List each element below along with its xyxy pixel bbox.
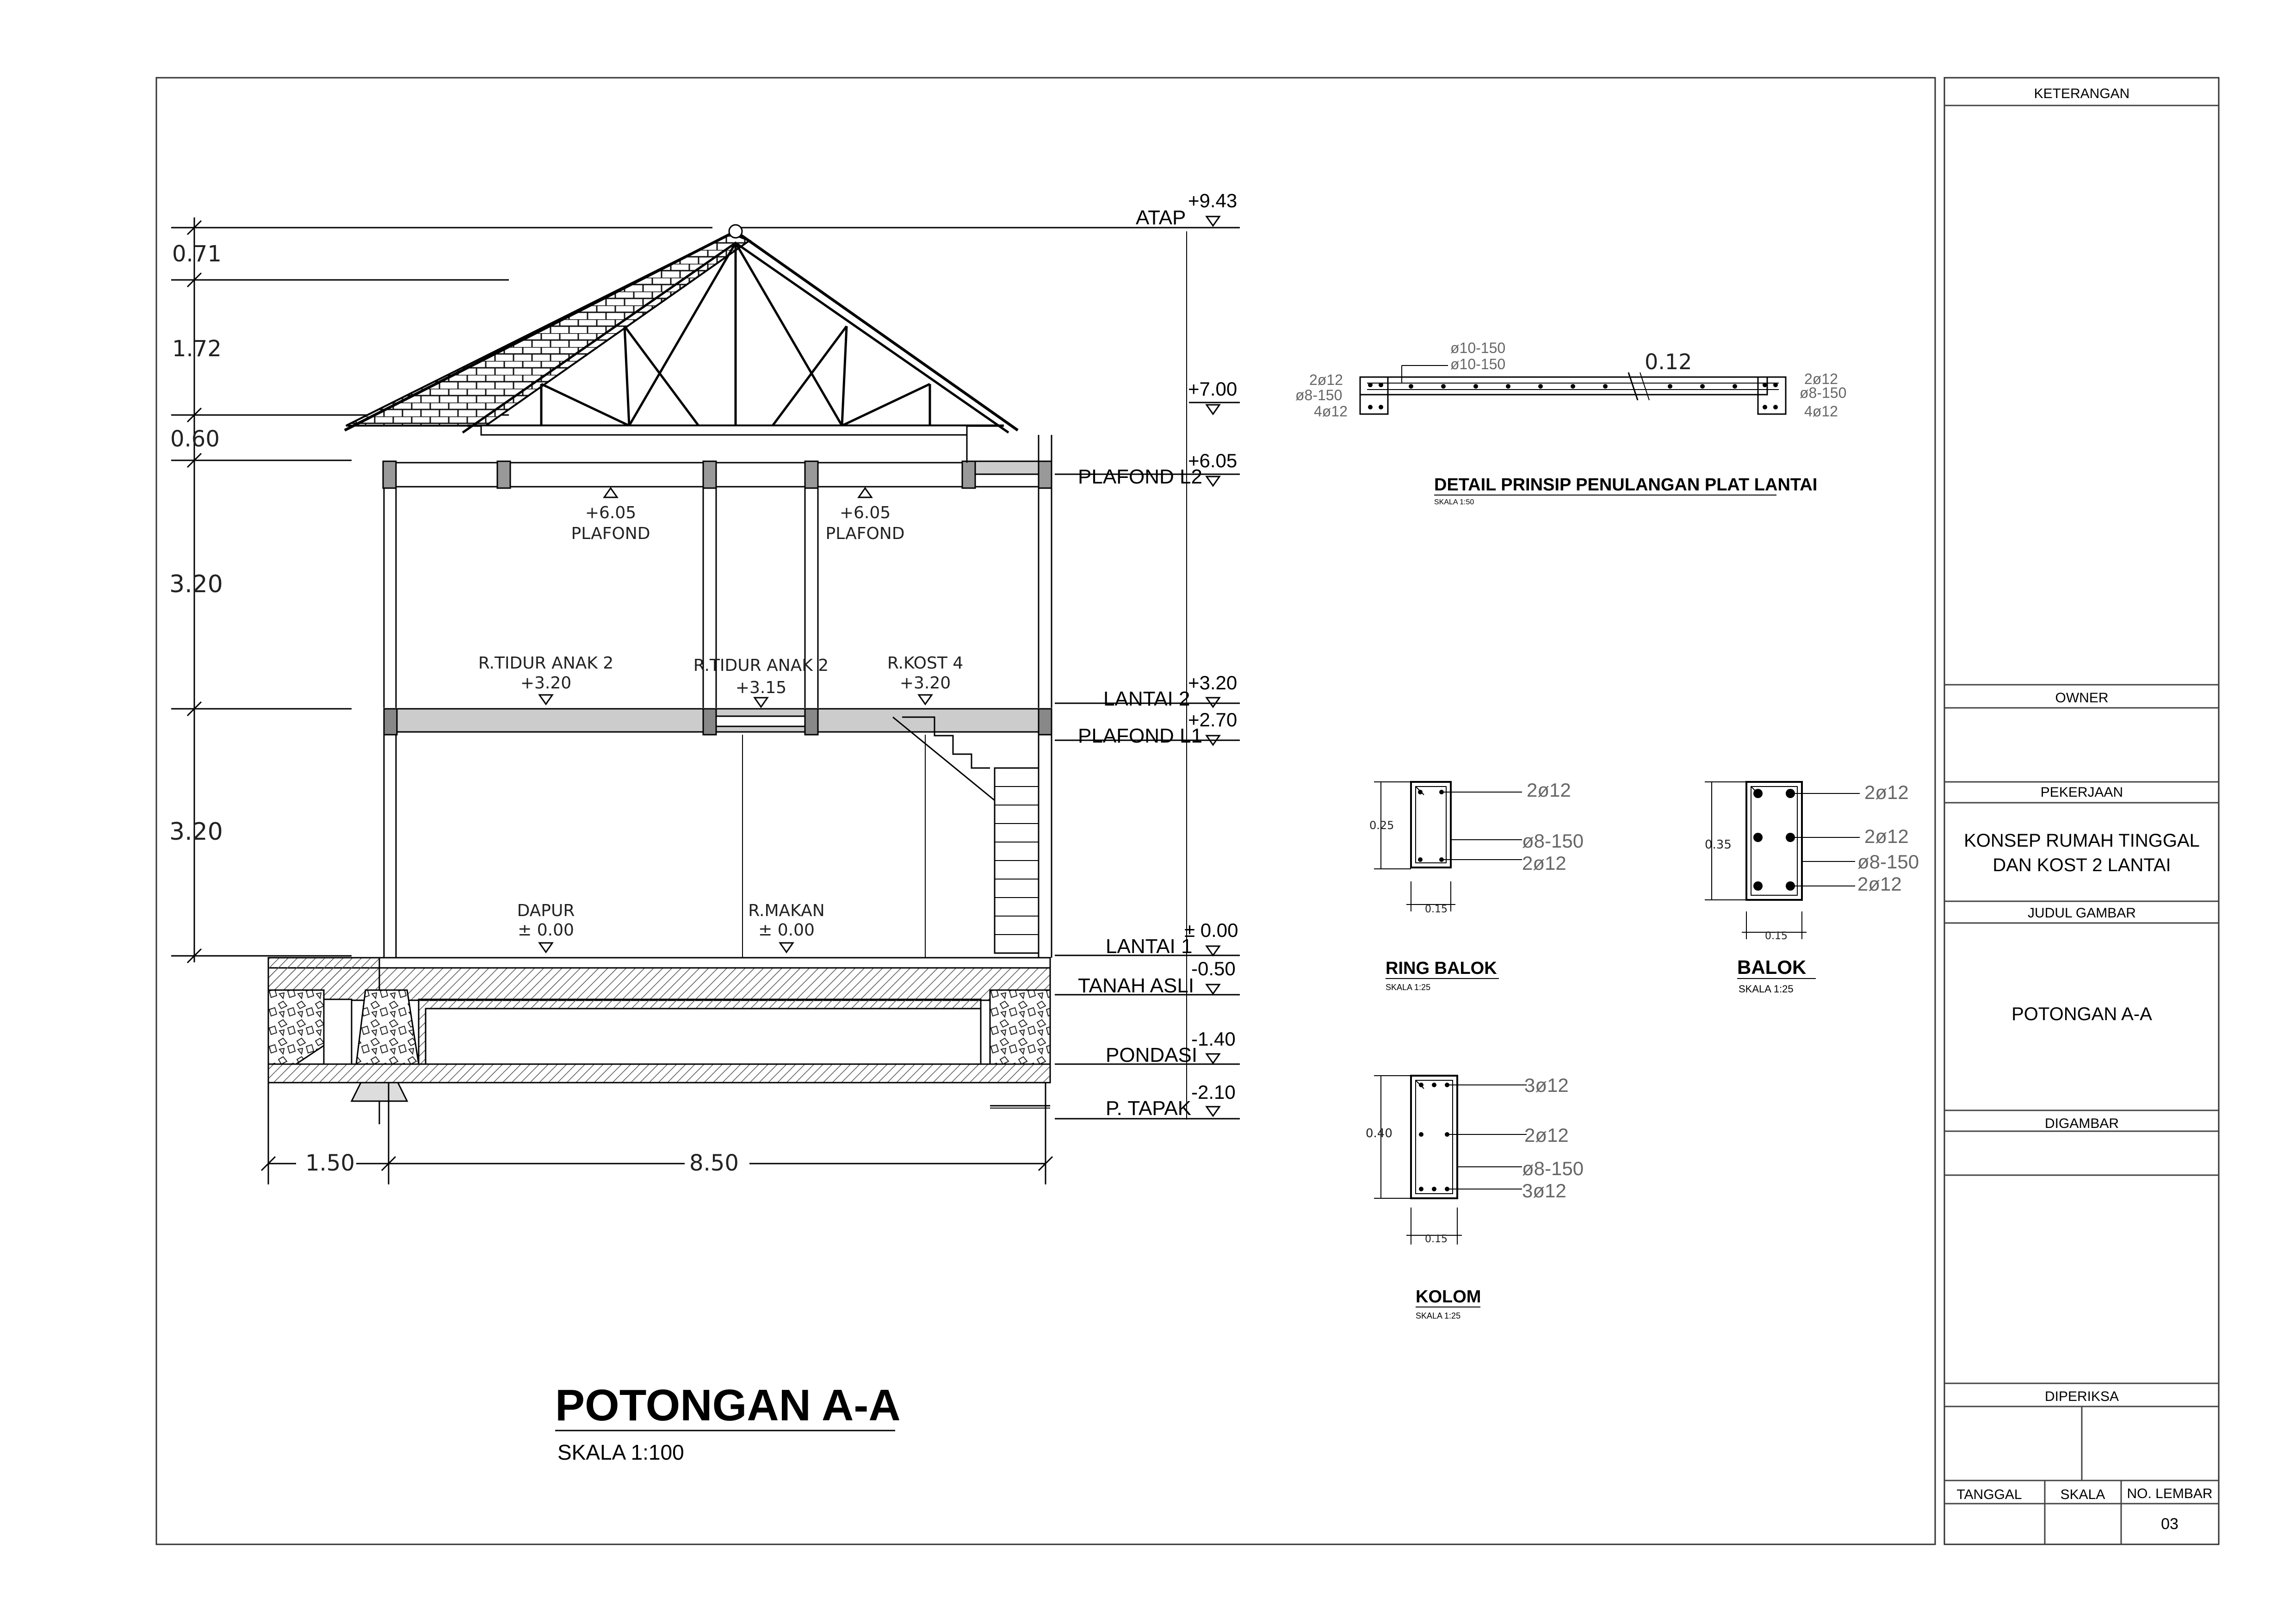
plat-label-2: 2ø12 [1309,372,1343,388]
room-level: ± 0.00 [518,921,574,940]
elev-label: LANTAI 2 [1103,688,1190,710]
ground-floor [268,958,1050,1124]
room-label-kost-4 [887,654,963,704]
balok-title: BALOK [1737,956,1807,978]
tb-skala: SKALA [2060,1487,2105,1502]
plafond-l2-beams [383,461,1052,488]
plat-label-0: ø10-150 [1450,340,1506,356]
roof-ridge-cap [729,225,742,238]
vdim-4: 3.20 [169,818,223,846]
tb-project-line-2: DAN KOST 2 LANTAI [1993,855,2171,875]
tb-pekerjaan: PEKERJAAN [2040,785,2123,800]
hdim-1: 8.50 [689,1150,739,1176]
title-block-frame [1944,78,2219,1544]
room-name: PLAFOND [571,524,650,543]
room-level: ± 0.00 [758,921,815,940]
room-label-tidur-1 [478,654,613,704]
room-label-makan [748,901,824,952]
room-level: +3.15 [735,678,787,697]
room-level: +3.20 [899,674,951,693]
kolom-width: 0.15 [1425,1233,1448,1245]
ring-balok-label-0: 2ø12 [1527,779,1571,801]
plat-label-7: 4ø12 [1804,403,1838,420]
ring-balok-title: RING BALOK [1386,959,1497,978]
hdim-0: 1.50 [305,1150,355,1176]
elev-lantai-2 [1103,672,1237,710]
tb-judul-gambar: JUDUL GAMBAR [2028,905,2136,921]
ring-balok-width: 0.15 [1425,904,1448,915]
plat-label-6: ø8-150 [1800,384,1847,401]
ring-balok-height: 0.25 [1369,819,1394,832]
balok-label-2: ø8-150 [1857,851,1919,873]
elev-value: +2.70 [1188,709,1238,731]
elev-label: LANTAI 1 [1106,935,1193,958]
plat-thickness: 0.12 [1645,349,1692,374]
plat-label-5: 2ø12 [1804,371,1838,387]
balok-width: 0.15 [1765,930,1788,942]
vdim-3: 3.20 [169,570,223,598]
elev-plafond-l1 [1078,709,1237,747]
tb-no-lembar: NO. LEMBAR [2127,1486,2213,1501]
elev-value: +7.00 [1188,378,1238,400]
tb-drawing-title: POTONGAN A-A [2011,1004,2152,1024]
room-name: R.TIDUR ANAK 2 [478,654,614,673]
room-name: DAPUR [517,901,575,920]
room-name: R.MAKAN [748,901,825,920]
tb-owner: OWNER [2055,690,2109,706]
tb-project-line-1: KONSEP RUMAH TINGGAL [1964,830,2200,851]
ring-balok-detail [1369,779,1584,992]
elev-tanah-asli [1078,958,1236,997]
elev-value: -1.40 [1191,1028,1236,1050]
drawing-scale: SKALA 1:100 [557,1440,684,1464]
room-label-tidur-2 [693,656,829,707]
ring-balok-label-2: 2ø12 [1522,852,1566,874]
room-name: R.KOST 4 [887,654,964,673]
elev-label: PLAFOND L1 [1078,725,1202,747]
roof-plate [481,426,967,435]
ring-balok-scale: SKALA 1:25 [1386,983,1431,992]
tb-tanggal: TANGGAL [1956,1487,2022,1502]
elev-label: PONDASI [1106,1044,1198,1066]
plat-label-4: 4ø12 [1314,403,1348,420]
plat-title: DETAIL PRINSIP PENULANGAN PLAT LANTAI [1434,475,1818,495]
elev-value: +6.05 [1188,450,1238,471]
balok-scale: SKALA 1:25 [1739,983,1794,995]
elev-pondasi [1106,1028,1236,1066]
room-name: PLAFOND [825,524,905,543]
staircase [893,717,1039,953]
tb-sheet-no: 03 [2161,1515,2178,1533]
vdim-0: 0.71 [172,241,222,267]
balok-height: 0.35 [1705,838,1732,852]
elevation-markers [1078,190,1238,1120]
room-level: +3.20 [520,674,572,693]
elev-label: TANAH ASLI [1078,974,1194,997]
plat-scale: SKALA 1:50 [1434,498,1474,506]
tb-diperiksa: DIPERIKSA [2044,1389,2119,1404]
kolom-title: KOLOM [1416,1287,1481,1307]
room-label-plafond-1 [571,488,650,543]
drawing-frame [156,78,1935,1544]
room-label-plafond-2 [826,488,905,543]
room-label-dapur [517,901,575,952]
elev-7 [1188,378,1237,414]
roof-tiles [346,234,749,426]
elev-p-tapak [1106,1081,1236,1120]
vdim-1: 1.72 [172,336,222,362]
kolom-label-3: 3ø12 [1522,1180,1566,1202]
kolom-detail [1366,1074,1584,1320]
floor-2-slab [384,709,1052,735]
room-level: +6.05 [585,503,637,522]
elev-value: -2.10 [1191,1081,1236,1103]
drawing-title: POTONGAN A-A [555,1381,901,1430]
balok-detail [1705,781,1919,995]
tb-digambar: DIGAMBAR [2044,1116,2119,1131]
elev-plafond-l2 [1078,450,1237,488]
vdim-2: 0.60 [170,426,220,452]
title-block [1944,105,2219,1544]
balok-label-0: 2ø12 [1864,781,1909,803]
elev-lantai-1 [1106,919,1238,958]
elev-value: ± 0.00 [1184,919,1238,941]
kolom-scale: SKALA 1:25 [1416,1311,1461,1320]
section-drawing [169,190,1240,1464]
elev-label: ATAP [1136,206,1186,229]
tb-keterangan: KETERANGAN [2034,86,2130,101]
kolom-label-1: 2ø12 [1524,1124,1569,1146]
room-name: R.TIDUR ANAK 2 [693,656,829,675]
balok-label-3: 2ø12 [1857,873,1902,895]
kolom-height: 0.40 [1366,1127,1392,1140]
plat-label-1: ø10-150 [1450,356,1506,372]
plat-label-3: ø8-150 [1295,387,1343,403]
kolom-label-2: ø8-150 [1522,1158,1584,1179]
elev-atap [1136,190,1237,229]
balok-label-1: 2ø12 [1864,825,1909,847]
kolom-label-0: 3ø12 [1524,1074,1569,1096]
elev-label: P. TAPAK [1106,1097,1192,1120]
elev-value: -0.50 [1191,958,1236,979]
ring-balok-label-1: ø8-150 [1522,830,1584,852]
plat-detail [1295,340,1846,506]
room-level: +6.05 [839,503,891,522]
elev-value: +3.20 [1188,672,1238,694]
elev-label: PLAFOND L2 [1078,465,1202,488]
elev-value: +9.43 [1188,190,1238,211]
